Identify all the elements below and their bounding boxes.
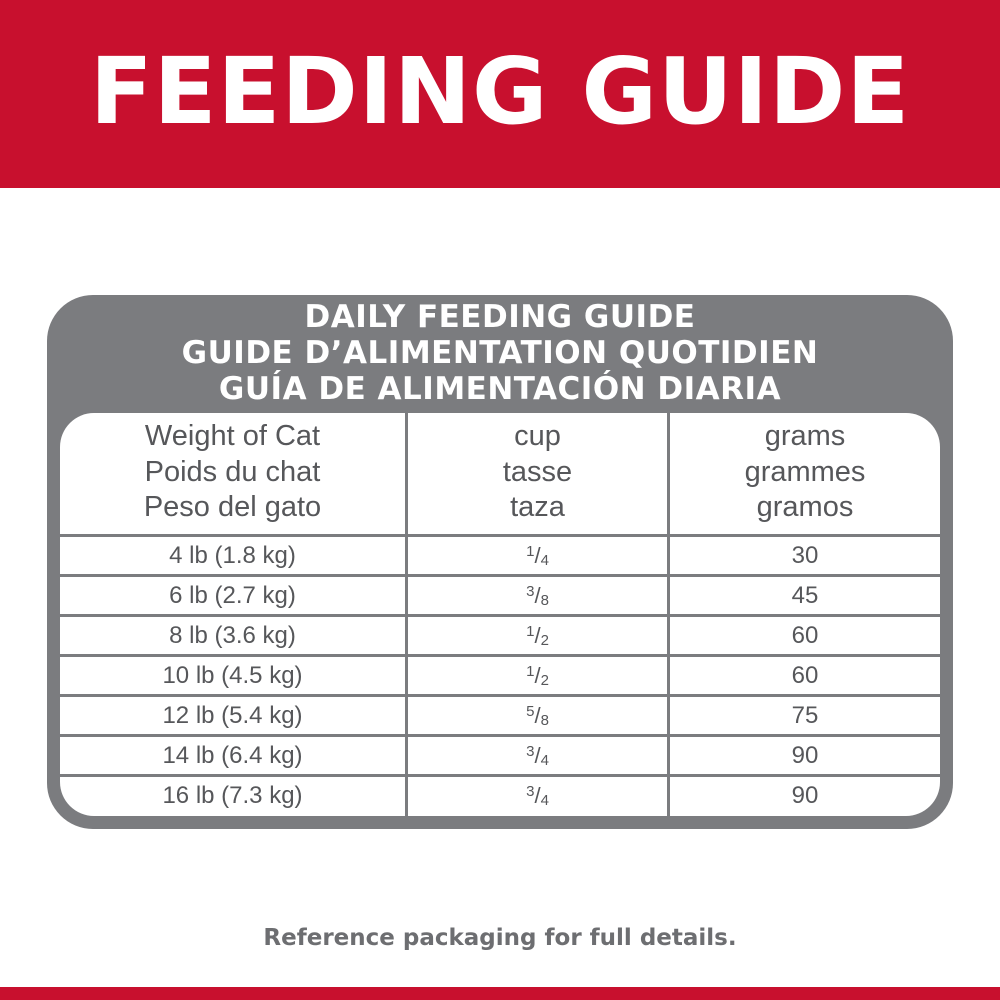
column-header-line: Weight of Cat <box>144 420 321 452</box>
cup-fraction: $^1/_2$ <box>526 622 549 649</box>
table-row <box>60 777 940 814</box>
table-row <box>60 617 940 654</box>
grams-cell: 30 <box>791 541 819 569</box>
column-header-weight <box>60 419 405 537</box>
grams-cell: 45 <box>791 581 819 609</box>
bottom-bar <box>0 987 1000 1000</box>
guide-title-en: DAILY FEEDING GUIDE <box>304 299 696 335</box>
column-header-line: Poids du chat <box>144 455 321 488</box>
cup-numerator: 3 <box>526 582 535 600</box>
weight-cell: 14 lb (6.4 kg) <box>162 741 303 769</box>
cup-numerator: 3 <box>526 742 535 760</box>
guide-title-fr: GUIDE D’ALIMENTATION QUOTIDIEN <box>181 335 819 371</box>
column-header-line: grams <box>764 420 846 452</box>
cup-denominator: 8 <box>540 591 549 609</box>
cup-denominator: 4 <box>540 791 549 809</box>
table-row <box>60 537 940 574</box>
cup-fraction: $^3/_4$ <box>526 782 549 809</box>
cup-denominator: 2 <box>540 631 549 649</box>
cup-denominator: 2 <box>540 671 549 689</box>
grams-cell: 90 <box>791 781 819 809</box>
grams-cell: 75 <box>791 701 819 729</box>
cup-fraction: $^5/_8$ <box>526 702 549 729</box>
page-title: FEEDING GUIDE <box>89 37 911 145</box>
column-header-cup <box>408 419 667 537</box>
cup-fraction: $^1/_4$ <box>526 542 549 569</box>
cup-numerator: 1 <box>526 662 535 680</box>
cup-fraction: $^3/_8$ <box>526 582 549 609</box>
column-header-grams <box>670 419 940 537</box>
weight-cell: 6 lb (2.7 kg) <box>169 581 296 609</box>
feeding-table <box>60 413 940 816</box>
cup-cell <box>408 537 667 574</box>
weight-cell: 4 lb (1.8 kg) <box>169 541 296 569</box>
cup-denominator: 4 <box>540 551 549 569</box>
cup-numerator: 1 <box>526 542 535 560</box>
feeding-guide-panel <box>47 295 953 829</box>
column-header-line: tasse <box>502 455 573 488</box>
column-header-line: Peso del gato <box>143 491 322 523</box>
grams-cell: 90 <box>791 741 819 769</box>
footer-note: Reference packaging for full details. <box>263 925 737 951</box>
guide-titles <box>47 299 953 407</box>
grams-cell: 60 <box>791 621 819 649</box>
table-row <box>60 657 940 694</box>
cup-numerator: 3 <box>526 782 535 800</box>
weight-cell: 16 lb (7.3 kg) <box>162 781 303 809</box>
table-row <box>60 697 940 734</box>
cup-cell <box>408 577 667 614</box>
cup-cell <box>408 777 667 814</box>
header-banner <box>0 0 1000 188</box>
cup-numerator: 1 <box>526 622 535 640</box>
cup-denominator: 8 <box>540 711 549 729</box>
column-header-line: grammes <box>744 455 866 488</box>
cup-fraction: $^3/_4$ <box>526 742 549 769</box>
cup-cell <box>408 737 667 774</box>
table-row <box>60 737 940 774</box>
cup-denominator: 4 <box>540 751 549 769</box>
cup-cell <box>408 697 667 734</box>
cup-cell <box>408 617 667 654</box>
weight-cell: 10 lb (4.5 kg) <box>162 661 303 689</box>
weight-cell: 12 lb (5.4 kg) <box>162 701 303 729</box>
column-header-line: gramos <box>756 491 854 523</box>
column-header-line: cup <box>514 420 561 452</box>
cup-fraction: $^1/_2$ <box>526 662 549 689</box>
column-header-line: taza <box>510 491 565 523</box>
guide-title-es: GUÍA DE ALIMENTACIÓN DIARIA <box>218 371 782 407</box>
cup-numerator: 5 <box>526 702 535 720</box>
weight-cell: 8 lb (3.6 kg) <box>169 621 296 649</box>
table-row <box>60 577 940 614</box>
grams-cell: 60 <box>791 661 819 689</box>
cup-cell <box>408 657 667 694</box>
